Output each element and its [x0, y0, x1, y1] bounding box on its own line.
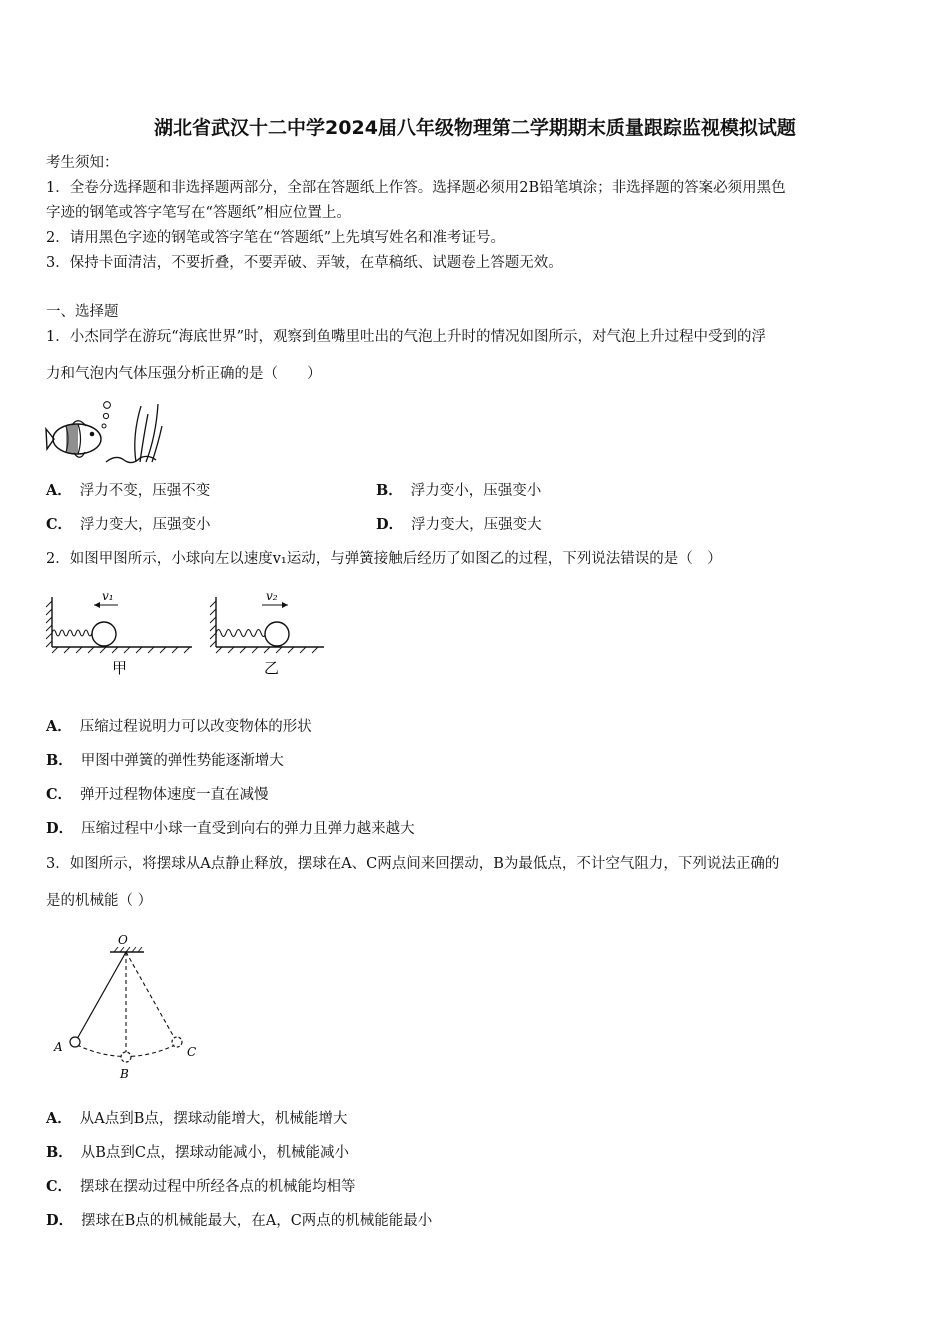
- option-text: 摆球在摆动过程中所经各点的机械能均相等: [80, 1179, 356, 1195]
- option-key: D．: [46, 1212, 74, 1229]
- section-heading: 一、选择题: [46, 304, 119, 320]
- option-text: 从A点到B点，摆球动能增大，机械能增大: [79, 1111, 348, 1127]
- option-text: 压缩过程中小球一直受到向右的弹力且弹力越来越大: [81, 821, 415, 837]
- notice-heading: 考生须知：: [46, 155, 119, 171]
- option-text: 从B点到C点，摆球动能减小，机械能减小: [80, 1145, 350, 1161]
- option-key: A．: [46, 1110, 72, 1127]
- option-key: C．: [46, 1178, 73, 1195]
- velocity-label-v2: v₂: [266, 589, 278, 603]
- option-key: A．: [46, 718, 72, 735]
- option-key: A．: [46, 482, 72, 499]
- option-d[interactable]: [46, 819, 415, 839]
- option-key: D．: [376, 516, 404, 533]
- option-b[interactable]: [46, 751, 284, 771]
- option-text: 浮力变大，压强变大: [411, 517, 542, 533]
- option-text: 浮力变大，压强变小: [80, 517, 211, 533]
- question-3-line-2: 是的机械能（ ）: [46, 893, 153, 909]
- question-1-line-1: 1．小杰同学在游玩“海底世界”时，观察到鱼嘴里吐出的气泡上升时的情况如图所示，对气泡上升过程中受到的浮: [46, 329, 767, 345]
- notice-item: 2．请用黑色字迹的钢笔或答字笔在“答题纸”上先填写姓名和准考证号。: [46, 230, 506, 246]
- option-key: B．: [46, 752, 73, 769]
- notice-item: 1．全卷分选择题和非选择题两部分，全部在答题纸上作答。选择题必须用2B铅笔填涂；非选择题的答案必须用黑色: [46, 180, 786, 196]
- option-c[interactable]: [46, 785, 269, 805]
- option-a[interactable]: [46, 481, 210, 501]
- option-c[interactable]: [46, 1177, 356, 1197]
- option-text: 浮力变小，压强变小: [410, 483, 542, 499]
- fish-bubble-figure: [44, 396, 169, 468]
- option-key: D．: [46, 820, 74, 837]
- point-label-a: A: [54, 1040, 63, 1054]
- diagram-yi: [210, 589, 324, 677]
- question-2-line-1: 2．如图甲图所示，小球向左以速度v₁运动，与弹簧接触后经历了如图乙的过程，下列说法错误的是（ ）: [46, 551, 722, 567]
- option-a[interactable]: [46, 1109, 347, 1129]
- point-label-o: O: [118, 933, 128, 947]
- option-text: 弹开过程物体速度一直在减慢: [80, 787, 269, 803]
- option-c[interactable]: [46, 515, 211, 535]
- option-text: 摆球在B点的机械能最大，在A，C两点的机械能能最小: [81, 1213, 433, 1229]
- notice-item: 3．保持卡面清洁，不要折叠，不要弄破、弄皱，在草稿纸、试题卷上答题无效。: [46, 255, 563, 271]
- option-text: 压缩过程说明力可以改变物体的形状: [79, 719, 312, 735]
- option-text: 浮力不变，压强不变: [79, 483, 211, 499]
- label-yi: 乙: [264, 659, 280, 677]
- spring-ball-figure: [44, 585, 334, 680]
- option-key: B．: [46, 1144, 73, 1161]
- option-d[interactable]: [376, 515, 542, 535]
- question-3-line-1: 3．如图所示，将摆球从A点静止释放，摆球在A、C两点间来回摆动，B为最低点，不计空气阻力，下列说法正确的: [46, 856, 780, 872]
- question-1-line-2: 力和气泡内气体压强分析正确的是（ ）: [46, 366, 322, 382]
- option-key: C．: [46, 786, 73, 803]
- option-key: C．: [46, 516, 73, 533]
- label-jia: 甲: [112, 659, 128, 677]
- notice-item: 字迹的钢笔或答字笔写在“答题纸”相应位置上。: [46, 205, 351, 221]
- option-key: B．: [376, 482, 403, 499]
- page-title: 湖北省武汉十二中学2024届八年级物理第二学期期末质量跟踪监视模拟试题: [154, 117, 796, 139]
- option-text: 甲图中弹簧的弹性势能逐渐增大: [80, 753, 284, 769]
- pendulum-figure: [48, 928, 208, 1084]
- option-d[interactable]: [46, 1211, 432, 1231]
- velocity-label-v1: v₁: [102, 589, 114, 603]
- diagram-jia: [46, 589, 192, 677]
- point-label-c: C: [187, 1045, 197, 1059]
- option-b[interactable]: [46, 1143, 349, 1163]
- point-label-b: B: [120, 1067, 129, 1081]
- option-b[interactable]: [376, 481, 541, 501]
- option-a[interactable]: [46, 717, 312, 737]
